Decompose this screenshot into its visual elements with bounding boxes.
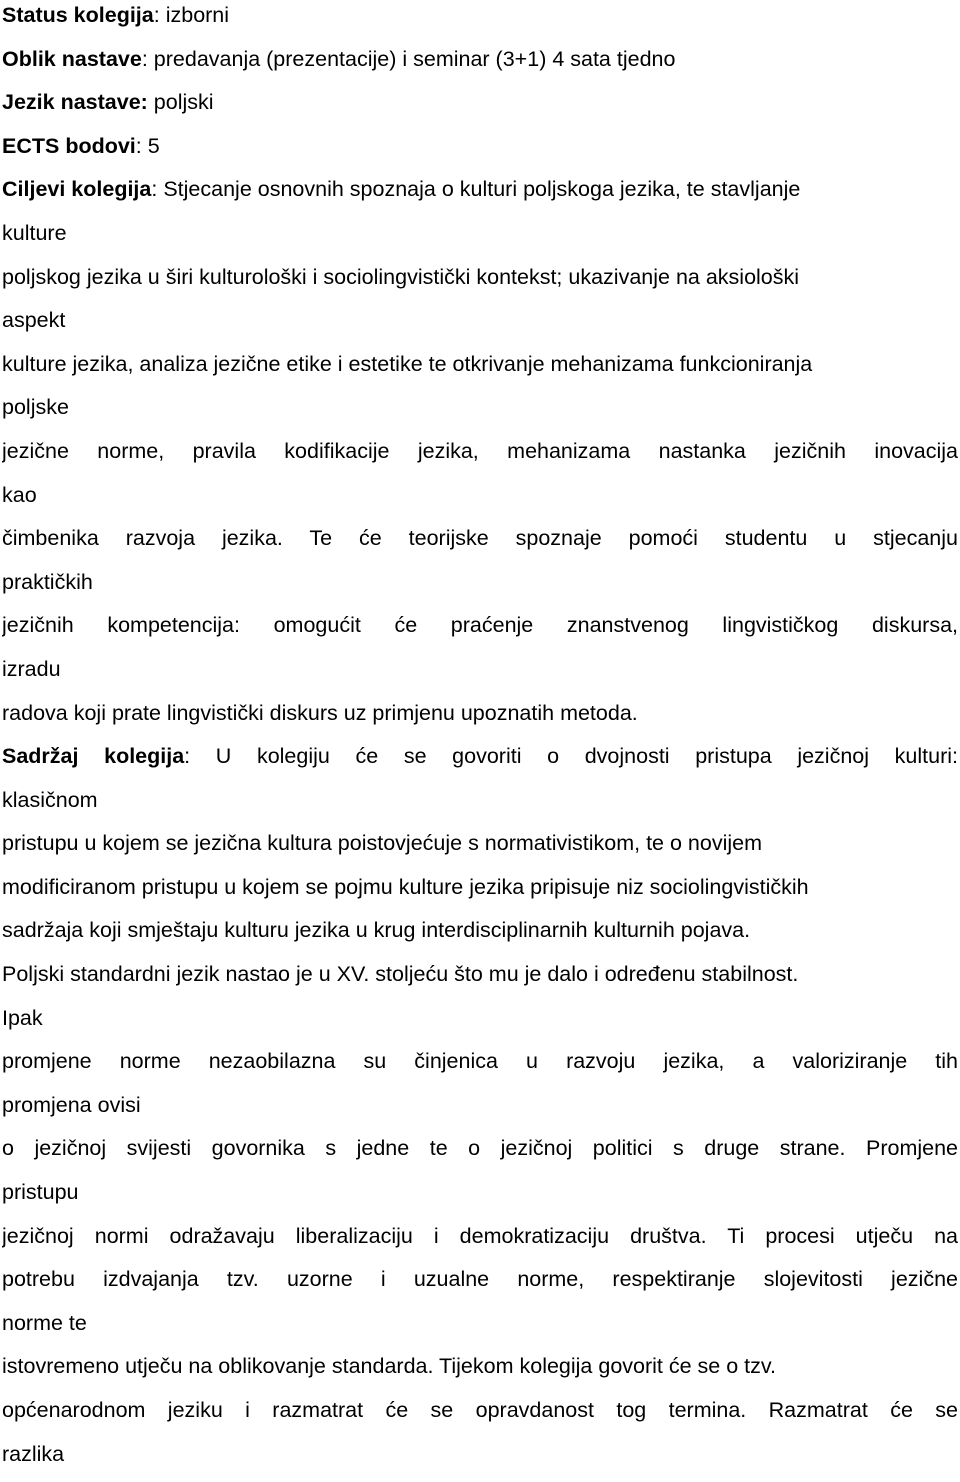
teaching-form-separator: : [141,46,148,71]
content-text-line: o jezičnoj svijesti govornika s jedne te o jezičnoj politici s druge strane. Promjene [2,1136,958,1161]
goals-text-line: jezične norme, pravila kodifikacije jezika, mehanizama nastanka jezičnih inovacija [2,438,958,463]
goals-text-line: kulture [2,220,67,245]
goals-label: Ciljevi kolegija [2,177,152,202]
content-text-line: pristupu [2,1180,79,1205]
language-value: poljski [147,90,214,115]
content-text-line: pristupu u kojem se jezična kultura poistovjećuje s normativistikom, te o novijem [2,831,762,856]
goals-text-line: čimbenika razvoja jezika. Te će teorijske spoznaje pomoći studentu u stjecanju [2,526,958,551]
teaching-form-value: predavanja (prezentacije) i seminar (3+1) 4 sata tjedno [147,46,676,71]
content-text-line: norme te [2,1310,87,1335]
content-text-line: razlika [2,1441,65,1466]
goals-text-line: praktičkih [2,569,93,594]
goals-text-line: aspekt [2,308,66,333]
goals-text-line: radova koji prate lingvistički diskurs uz primjenu upoznatih metoda. [2,700,638,725]
content-text-line: Ipak [2,1005,43,1030]
content-text-line: općenarodnom jeziku i razmatrat će se opravdanost tog termina. Razmatrat će se [2,1398,958,1422]
content-text-line: jezičnoj normi odražavaju liberalizaciju i demokratizaciju društva. Ti procesi utječu na [2,1223,958,1248]
goals-separator: : [151,177,158,202]
content-text-line: Poljski standardni jezik nastao je u XV. stoljeću što mu je dalo i određenu stabilnost. [2,962,799,987]
language-label: Jezik nastave: [2,90,148,115]
goals-text-line: kao [2,482,37,507]
goals-text-line: jezičnih kompetencija: omogućit će praćenje znanstvenog lingvističkog diskursa, [2,613,958,638]
content-text-line: modificiranom pristupu u kojem se pojmu kulture jezika pripisuje niz sociolingvističkih [2,874,809,899]
status-line [2,0,958,44]
ects-value: 5 [141,133,160,158]
content-separator: : [184,744,191,769]
goals-first-text: Stjecanje osnovnih spoznaja o kulturi poljskoga jezika, te stavljanje [157,177,801,202]
status-value: izborni [159,3,230,27]
goals-text-line: kulture jezika, analiza jezične etike i estetike te otkrivanje mehanizama funkcioniranja [2,351,813,376]
teaching-form-line [2,44,958,88]
course-description-document [2,0,958,1482]
language-line [2,87,958,131]
content-text-line: istovremeno utječu na oblikovanje standarda. Tijekom kolegija govorit će se o tzv. [2,1354,777,1379]
ects-line [2,131,958,175]
content-first-text: U kolegiju će se govoriti o dvojnosti pristupa jezičnoj kulturi: [190,744,958,769]
goals-text-line: izradu [2,656,61,681]
ects-label: ECTS bodovi [2,133,136,158]
content-text-line: sadržaja koji smještaju kulturu jezika u krug interdisciplinarnih kulturnih pojava. [2,918,751,943]
content-text-line: promjena ovisi [2,1092,141,1117]
content-text-line: klasičnom [2,787,98,812]
teaching-form-label: Oblik nastave [2,46,142,71]
status-separator: : [153,3,160,27]
content-text-line: potrebu izdvajanja tzv. uzorne i uzualne norme, respektiranje slojevitosti jezične [2,1267,958,1292]
content-first-line [2,741,958,785]
status-label: Status kolegija [2,3,154,27]
goals-text-line: poljskog jezika u širi kulturološki i sociolingvistički kontekst; ukazivanje na aksiološki [2,264,800,289]
content-text-line: promjene norme nezaobilazna su činjenica u razvoju jezika, a valoriziranje tih [2,1049,958,1074]
goals-first-line [2,174,958,218]
goals-text-line: poljske [2,395,69,420]
content-label: Sadržaj kolegija [2,744,185,769]
ects-separator: : [135,133,142,158]
